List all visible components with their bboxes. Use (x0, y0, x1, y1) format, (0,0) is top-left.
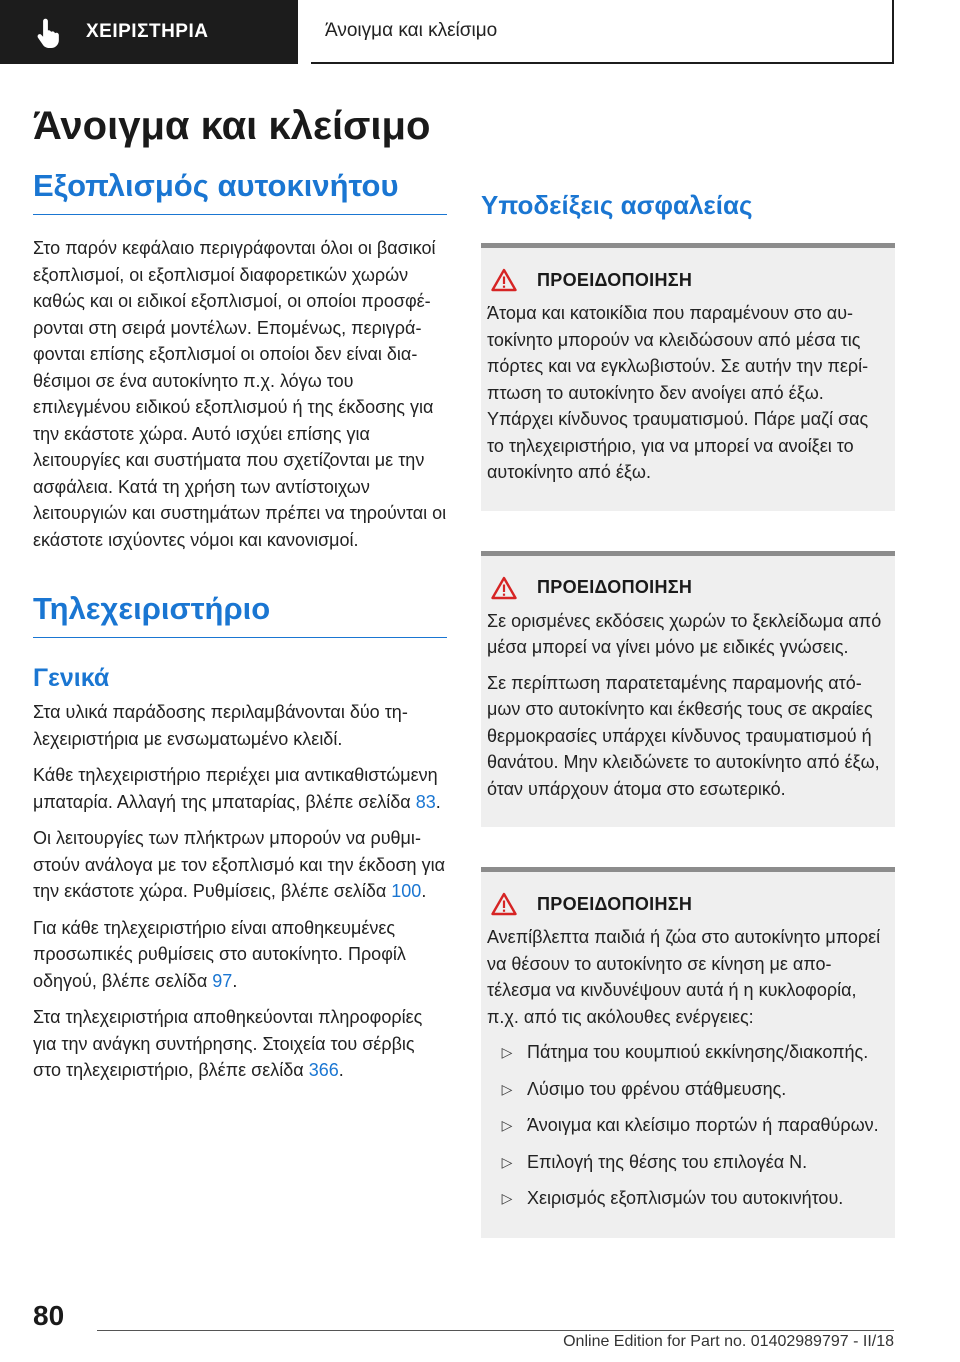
hand-pointer-icon (32, 14, 68, 50)
paragraph-end: . (435, 791, 441, 812)
bullet-triangle-icon: ▷ (501, 1044, 513, 1060)
paragraph-text: Κάθε τηλεχειριστήριο περιέχει μια αντικαθιστώμενη μπαταρία. Αλλαγή της μπαταρίας, βλέπε σελίδα (33, 765, 438, 812)
warning-bullet-list (487, 1039, 883, 1212)
bullet-triangle-icon: ▷ (501, 1117, 513, 1133)
header-manual-tab[interactable] (0, 0, 298, 64)
warning-title: ΠΡΟΕΙΔΟΠΟΙΗΣΗ (537, 269, 693, 290)
paragraph-text: Οι λειτουργίες των πλήκτρων μπορούν να ρυθμιστούν ανάλογα με τον εξοπλισμό και την έκδοση για την εκάστοτε χώρα. Ρυθμίσεις, βλέπε σελίδα (33, 828, 445, 901)
general-paragraph-2 (33, 762, 447, 815)
general-paragraph-5 (33, 1004, 447, 1084)
header-chapter-label: Άνοιγμα και κλείσιμο (325, 20, 498, 41)
warning-triangle-icon (491, 576, 517, 600)
list-item-text: Άνοιγμα και κλείσιμο πορτών ή παραθύρων. (527, 1115, 879, 1135)
warning-box-1 (481, 243, 895, 511)
subsection-title-general: Γενικά (33, 664, 110, 692)
warning-title: ΠΡΟΕΙΔΟΠΟΙΗΣΗ (537, 577, 693, 597)
list-item-text: Πάτημα του κουμπιού εκκίνησης/διακοπής. (527, 1042, 869, 1062)
warning-box-2 (481, 551, 895, 828)
paragraph-text: Στα τηλεχειριστήρια αποθηκεύονται πληροφορίες για την ανάγκη συντήρησης. Στοιχεία του σέρβις στο τηλεχειριστήριο, βλέπε σελίδα (33, 1007, 423, 1080)
warning-text: Άτομα και κατοικίδια που παραμένουν στο αυτοκίνητο μπορούν να κλειδώσουν από μέσα τις πόρτες και να εγκλωβιστούν. Σε αυτήν την περίπτωση το αυτοκίνητο δεν ανοίγει από έξω. Υπάρχει κίνδυνος τραυματισμού. Πάρε μαζί σας το τηλεχειριστήριο, για να μπορεί να ανοίξει το αυτοκίνητο από έξω. (487, 303, 869, 482)
warning-box-3 (481, 867, 895, 1238)
warning-text: Ανεπίβλεπτα παιδιά ή ζώα στο αυτοκίνητο μπορεί να θέσουν το αυτοκίνητο σε κίνηση με αποτέλεσμα να κινδυνέψουν αυτά ή η κυκλοφορία, π.χ. από τις ακόλουθες ενέργειες: (487, 927, 881, 1027)
header-chapter-tab[interactable] (311, 0, 894, 64)
right-column (481, 190, 895, 1238)
page-title: Άνοιγμα και κλείσιμο (33, 104, 431, 148)
bullet-triangle-icon: ▷ (501, 1153, 513, 1170)
list-item (487, 1076, 883, 1103)
section-title-remote: Τηλεχειριστήριο (33, 591, 447, 638)
list-item-text: Επιλογή της θέσης του επιλογέα N. (527, 1151, 808, 1172)
list-item (487, 1185, 883, 1212)
warning-header (487, 576, 883, 600)
equipment-paragraph: Στο παρόν κεφάλαιο περιγράφονται όλοι οι βασικοί εξοπλισμοί, οι εξοπλισμοί διαφορετικών χωρών καθώς και οι ειδικοί εξοπλισμοί, οι οποίοι προσφέρονται στη σειρά μοντέλων. Επομένως, περιγράφονται επίσης εξοπλισμοί οι οποίοι δεν είναι διαθέσιμοι σε ένα αυτοκίνητο π.χ. λόγω του επιλεγμένου ειδικού εξοπλισμού ή της έκδοσης για την εκάστοτε χώρα. Αυτό ισχύει επίσης για λειτουργίες και συστήματα που σχετίζονται με την ασφάλεια. Κατά τη χρήση των αντίστοιχων λειτουργιών και συστημάτων πρέπει να τηρούνται οι εκάστοτε ισχύοντες νόμοι και κανονισμοί. (33, 238, 447, 550)
left-column (33, 168, 447, 1094)
paragraph-end: . (421, 881, 427, 901)
footer-edition: Online Edition for Part no. 01402989797 - II/18 (563, 1333, 894, 1350)
section-title-equipment: Εξοπλισμός αυτοκινήτου (33, 168, 447, 215)
warning-header (487, 892, 883, 916)
list-item (487, 1039, 883, 1066)
paragraph-end: . (232, 970, 238, 991)
warning-text: Σε ορισμένες εκδόσεις χωρών το ξεκλείδωμα από μέσα μπορεί να γίνει μόνο με ειδικές γνώσεις. (487, 610, 882, 657)
warning-triangle-icon (491, 892, 517, 916)
page-link-100[interactable]: 100 (391, 881, 422, 901)
page-link-366[interactable]: 366 (308, 1060, 339, 1080)
warning-text: Σε περίπτωση παρατεταμένης παραμονής ατόμων στο αυτοκίνητο και έκθεσής τους σε ακραίες θερμοκρασίες υπάρχει κίνδυνος τραυματισμού ή θανάτου. Μην κλειδώνετε το αυτοκίνητο από έξω, όταν υπάρχουν άτομα στο εσωτερικό. (487, 672, 880, 799)
warning-header (487, 268, 883, 292)
paragraph-end: . (338, 1060, 344, 1080)
list-item-text: Χειρισμός εξοπλισμών του αυτοκινήτου. (527, 1188, 844, 1208)
section-title-safety: Υποδείξεις ασφαλείας (481, 190, 753, 220)
warning-title: ΠΡΟΕΙΔΟΠΟΙΗΣΗ (537, 893, 693, 914)
header-manual-label: ΧΕΙΡΙΣΤΗΡΙΑ (86, 21, 209, 42)
bullet-triangle-icon: ▷ (501, 1190, 513, 1206)
general-paragraph-3 (33, 825, 447, 905)
bullet-triangle-icon: ▷ (501, 1080, 513, 1097)
general-paragraph-1: Στα υλικά παράδοσης περιλαμβάνονται δύο τηλεχειριστήρια με ενσωματωμένο κλειδί. (33, 702, 408, 749)
list-item (487, 1112, 883, 1139)
general-paragraph-4 (33, 915, 447, 995)
list-item (487, 1149, 883, 1176)
list-item-text: Λύσιμο του φρένου στάθμευσης. (527, 1078, 787, 1099)
page-number: 80 (33, 1300, 65, 1331)
warning-triangle-icon (491, 268, 517, 292)
footer-divider (97, 1330, 894, 1331)
page-link-83[interactable]: 83 (415, 791, 436, 812)
page-link-97[interactable]: 97 (212, 970, 233, 991)
paragraph-text: Για κάθε τηλεχειριστήριο είναι αποθηκευμένες προσωπικές ρυθμίσεις στο αυτοκίνητο. Προφίλ οδηγού, βλέπε σελίδα (33, 917, 406, 991)
